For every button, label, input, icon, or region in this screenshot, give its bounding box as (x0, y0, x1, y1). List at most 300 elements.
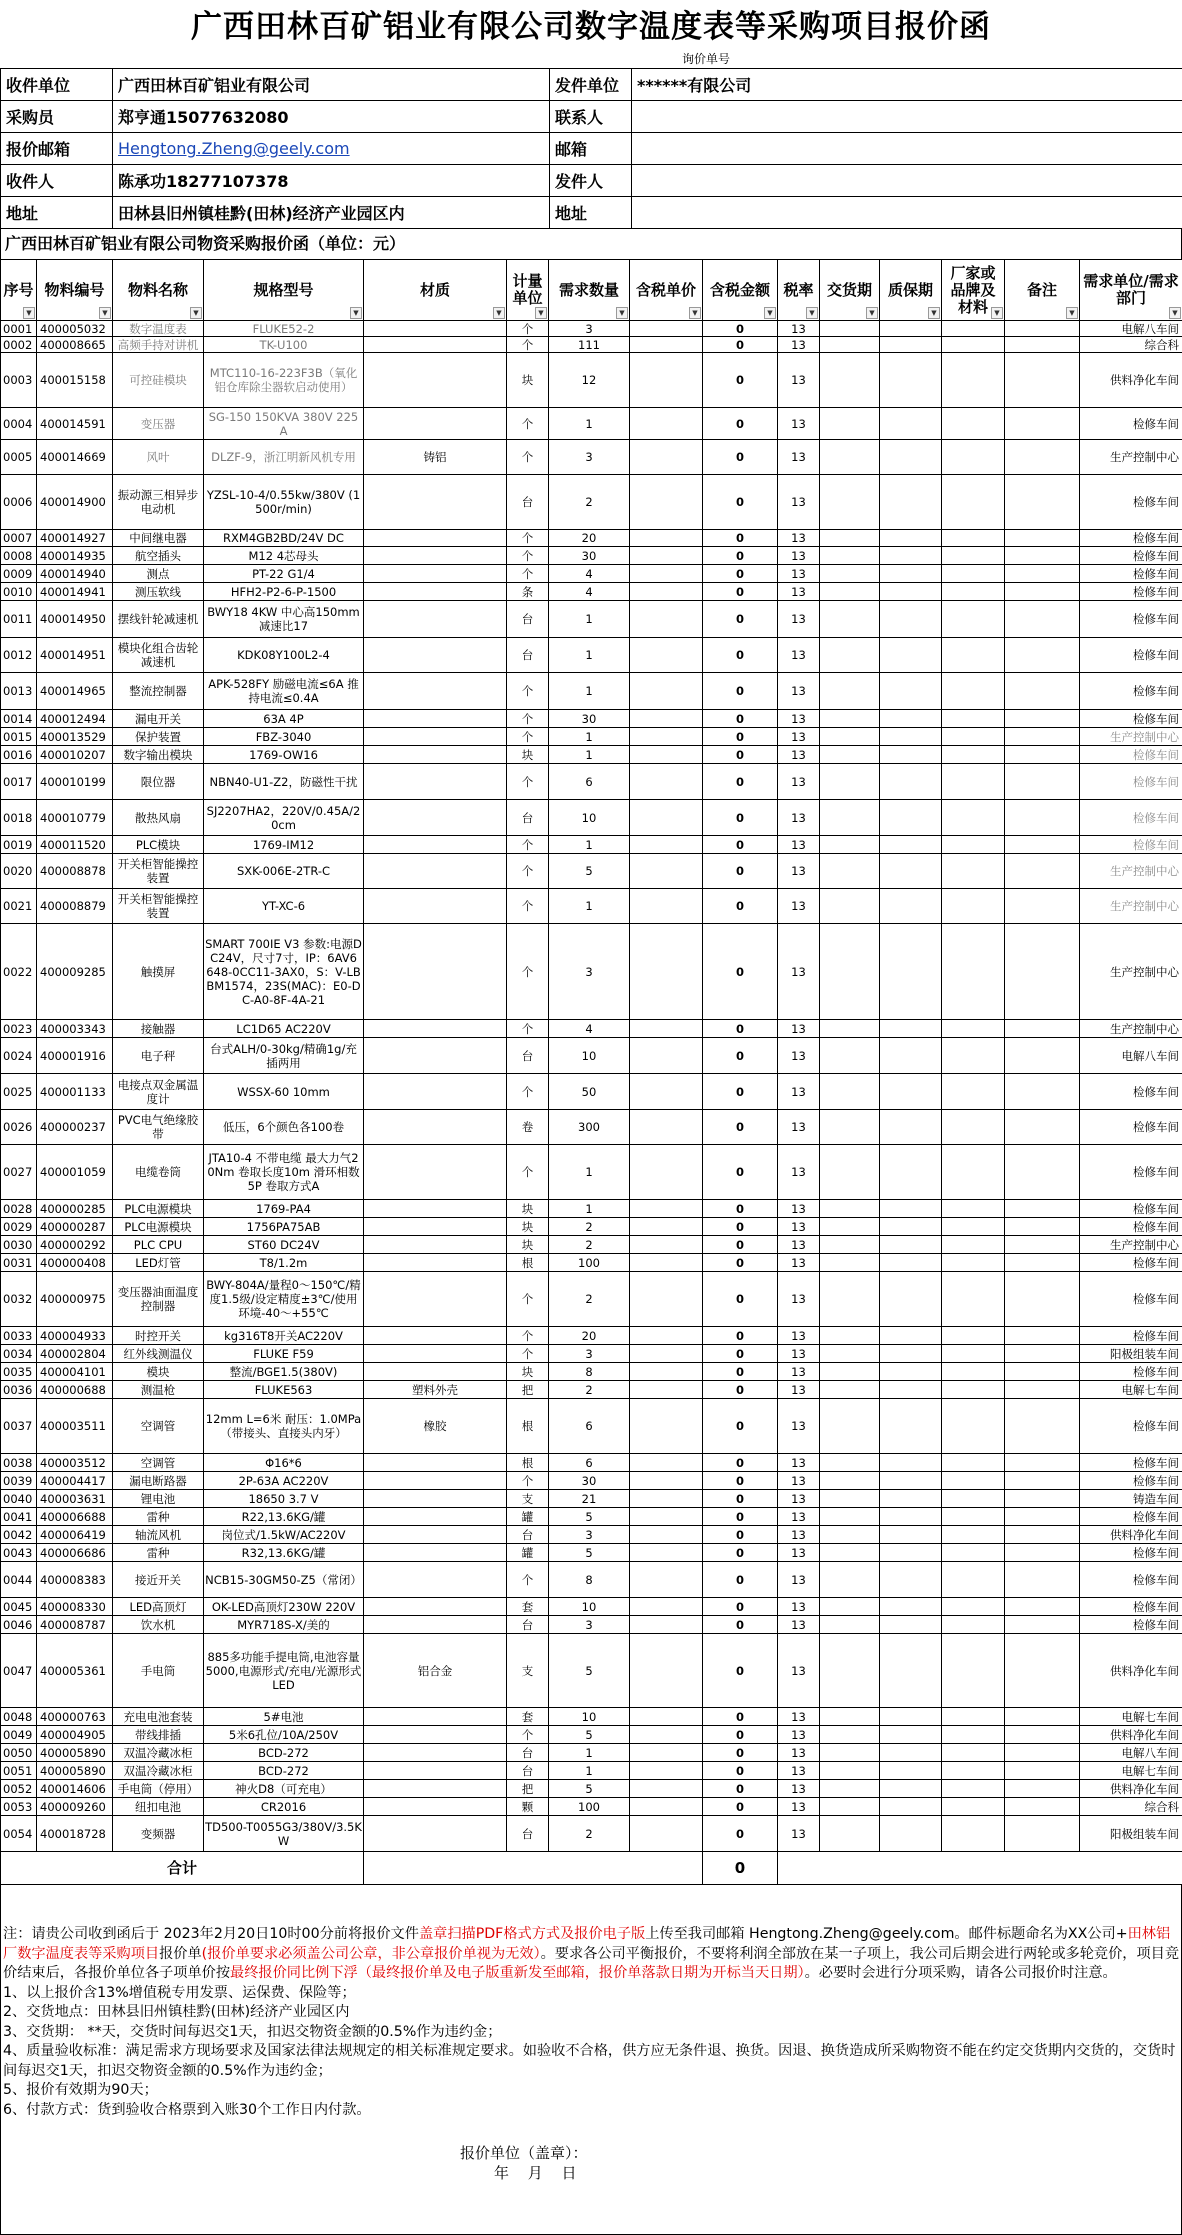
row-unit-price[interactable] (630, 889, 703, 924)
row-brand[interactable] (942, 1038, 1005, 1074)
row-delivery[interactable] (820, 1074, 880, 1110)
row-remark[interactable] (1005, 728, 1080, 746)
row-brand[interactable] (942, 583, 1005, 601)
row-unit-price[interactable] (630, 1399, 703, 1454)
row-delivery[interactable] (820, 1110, 880, 1145)
row-remark[interactable] (1005, 1708, 1080, 1726)
row-brand[interactable] (942, 1363, 1005, 1381)
col-header-material[interactable]: 材质 ▼ (364, 260, 507, 321)
row-unit-price[interactable] (630, 1490, 703, 1508)
row-unit-price[interactable] (630, 854, 703, 889)
mail-value[interactable] (632, 133, 1182, 165)
row-remark[interactable] (1005, 583, 1080, 601)
row-warranty[interactable] (880, 1110, 942, 1145)
row-brand[interactable] (942, 1145, 1005, 1200)
row-unit-price[interactable] (630, 1327, 703, 1345)
row-warranty[interactable] (880, 1327, 942, 1345)
row-unit-price[interactable] (630, 1254, 703, 1272)
row-delivery[interactable] (820, 889, 880, 924)
row-unit-price[interactable] (630, 1762, 703, 1780)
row-brand[interactable] (942, 1762, 1005, 1780)
row-delivery[interactable] (820, 565, 880, 583)
row-delivery[interactable] (820, 1381, 880, 1399)
col-header-remark[interactable]: 备注 ▼ (1005, 260, 1080, 321)
row-warranty[interactable] (880, 1544, 942, 1562)
row-unit-price[interactable] (630, 1074, 703, 1110)
row-delivery[interactable] (820, 1780, 880, 1798)
row-delivery[interactable] (820, 1472, 880, 1490)
row-warranty[interactable] (880, 1816, 942, 1852)
row-brand[interactable] (942, 1272, 1005, 1327)
row-brand[interactable] (942, 1381, 1005, 1399)
row-unit-price[interactable] (630, 1345, 703, 1363)
row-remark[interactable] (1005, 746, 1080, 764)
row-warranty[interactable] (880, 728, 942, 746)
row-unit-price[interactable] (630, 673, 703, 710)
row-warranty[interactable] (880, 440, 942, 475)
col-header-brand[interactable]: 厂家或品牌及材料 ▼ (942, 260, 1005, 321)
row-delivery[interactable] (820, 1762, 880, 1780)
row-warranty[interactable] (880, 337, 942, 353)
row-brand[interactable] (942, 440, 1005, 475)
row-unit-price[interactable] (630, 710, 703, 728)
row-remark[interactable] (1005, 1780, 1080, 1798)
row-unit-price[interactable] (630, 1744, 703, 1762)
row-delivery[interactable] (820, 1145, 880, 1200)
row-unit-price[interactable] (630, 800, 703, 836)
row-remark[interactable] (1005, 1508, 1080, 1526)
row-warranty[interactable] (880, 1598, 942, 1616)
row-brand[interactable] (942, 1254, 1005, 1272)
row-remark[interactable] (1005, 1598, 1080, 1616)
row-delivery[interactable] (820, 583, 880, 601)
filter-dropdown-icon[interactable]: ▼ (23, 307, 35, 319)
row-warranty[interactable] (880, 565, 942, 583)
row-delivery[interactable] (820, 1544, 880, 1562)
row-unit-price[interactable] (630, 1145, 703, 1200)
row-delivery[interactable] (820, 1798, 880, 1816)
row-warranty[interactable] (880, 583, 942, 601)
row-remark[interactable] (1005, 1816, 1080, 1852)
row-remark[interactable] (1005, 1200, 1080, 1218)
quote-mail-link[interactable]: Hengtong.Zheng@geely.com (113, 133, 550, 165)
row-warranty[interactable] (880, 710, 942, 728)
row-unit-price[interactable] (630, 530, 703, 547)
row-remark[interactable] (1005, 1218, 1080, 1236)
row-brand[interactable] (942, 800, 1005, 836)
row-brand[interactable] (942, 924, 1005, 1020)
row-warranty[interactable] (880, 836, 942, 854)
row-brand[interactable] (942, 1110, 1005, 1145)
row-delivery[interactable] (820, 601, 880, 638)
row-delivery[interactable] (820, 1634, 880, 1708)
row-delivery[interactable] (820, 1562, 880, 1598)
row-delivery[interactable] (820, 836, 880, 854)
row-warranty[interactable] (880, 1526, 942, 1544)
row-warranty[interactable] (880, 924, 942, 1020)
row-unit-price[interactable] (630, 1708, 703, 1726)
row-warranty[interactable] (880, 1236, 942, 1254)
col-header-spec[interactable]: 规格型号 ▼ (204, 260, 364, 321)
row-warranty[interactable] (880, 1145, 942, 1200)
sender-value[interactable] (632, 165, 1182, 197)
row-brand[interactable] (942, 1780, 1005, 1798)
row-warranty[interactable] (880, 1726, 942, 1744)
row-unit-price[interactable] (630, 475, 703, 530)
row-delivery[interactable] (820, 746, 880, 764)
row-warranty[interactable] (880, 530, 942, 547)
row-warranty[interactable] (880, 1780, 942, 1798)
filter-dropdown-icon[interactable]: ▼ (764, 307, 776, 319)
row-delivery[interactable] (820, 1038, 880, 1074)
row-remark[interactable] (1005, 547, 1080, 565)
row-unit-price[interactable] (630, 1236, 703, 1254)
row-delivery[interactable] (820, 638, 880, 673)
row-brand[interactable] (942, 1544, 1005, 1562)
row-warranty[interactable] (880, 673, 942, 710)
row-unit-price[interactable] (630, 1798, 703, 1816)
row-remark[interactable] (1005, 353, 1080, 408)
row-delivery[interactable] (820, 1816, 880, 1852)
row-warranty[interactable] (880, 1363, 942, 1381)
row-unit-price[interactable] (630, 353, 703, 408)
row-remark[interactable] (1005, 1634, 1080, 1708)
row-remark[interactable] (1005, 1145, 1080, 1200)
row-remark[interactable] (1005, 440, 1080, 475)
row-brand[interactable] (942, 889, 1005, 924)
row-brand[interactable] (942, 1508, 1005, 1526)
row-remark[interactable] (1005, 1616, 1080, 1634)
row-brand[interactable] (942, 1020, 1005, 1038)
row-warranty[interactable] (880, 1744, 942, 1762)
col-header-delivery[interactable]: 交货期 ▼ (820, 260, 880, 321)
row-remark[interactable] (1005, 1798, 1080, 1816)
row-remark[interactable] (1005, 475, 1080, 530)
row-remark[interactable] (1005, 1345, 1080, 1363)
row-delivery[interactable] (820, 764, 880, 800)
row-remark[interactable] (1005, 601, 1080, 638)
filter-dropdown-icon[interactable]: ▼ (689, 307, 701, 319)
row-warranty[interactable] (880, 638, 942, 673)
filter-dropdown-icon[interactable]: ▼ (928, 307, 940, 319)
row-unit-price[interactable] (630, 408, 703, 440)
row-remark[interactable] (1005, 836, 1080, 854)
row-unit-price[interactable] (630, 1381, 703, 1399)
contact-value[interactable] (632, 101, 1182, 133)
row-unit-price[interactable] (630, 1272, 703, 1327)
row-unit-price[interactable] (630, 440, 703, 475)
row-brand[interactable] (942, 1490, 1005, 1508)
filter-dropdown-icon[interactable]: ▼ (616, 307, 628, 319)
row-warranty[interactable] (880, 1399, 942, 1454)
row-brand[interactable] (942, 1798, 1005, 1816)
row-delivery[interactable] (820, 1598, 880, 1616)
row-delivery[interactable] (820, 1254, 880, 1272)
row-unit-price[interactable] (630, 1544, 703, 1562)
row-brand[interactable] (942, 1345, 1005, 1363)
row-remark[interactable] (1005, 1762, 1080, 1780)
row-delivery[interactable] (820, 1744, 880, 1762)
row-brand[interactable] (942, 854, 1005, 889)
row-unit-price[interactable] (630, 547, 703, 565)
row-unit-price[interactable] (630, 1562, 703, 1598)
row-unit-price[interactable] (630, 1634, 703, 1708)
row-delivery[interactable] (820, 530, 880, 547)
row-brand[interactable] (942, 1726, 1005, 1744)
row-unit-price[interactable] (630, 1454, 703, 1472)
col-header-code[interactable]: 物料编号 ▼ (37, 260, 113, 321)
row-brand[interactable] (942, 673, 1005, 710)
row-brand[interactable] (942, 1634, 1005, 1708)
col-header-warranty[interactable]: 质保期 ▼ (880, 260, 942, 321)
row-warranty[interactable] (880, 1345, 942, 1363)
col-header-qty[interactable]: 需求数量 ▼ (549, 260, 630, 321)
col-header-dept[interactable]: 需求单位/需求部门 ▼ (1080, 260, 1182, 321)
row-remark[interactable] (1005, 889, 1080, 924)
row-remark[interactable] (1005, 321, 1080, 337)
row-remark[interactable] (1005, 1110, 1080, 1145)
row-brand[interactable] (942, 1074, 1005, 1110)
row-remark[interactable] (1005, 1254, 1080, 1272)
row-remark[interactable] (1005, 1381, 1080, 1399)
col-header-unit-price[interactable]: 含税单价 ▼ (630, 260, 703, 321)
row-brand[interactable] (942, 601, 1005, 638)
row-remark[interactable] (1005, 1526, 1080, 1544)
filter-dropdown-icon[interactable]: ▼ (493, 307, 505, 319)
row-remark[interactable] (1005, 1472, 1080, 1490)
row-unit-price[interactable] (630, 337, 703, 353)
filter-dropdown-icon[interactable]: ▼ (350, 307, 362, 319)
row-warranty[interactable] (880, 1020, 942, 1038)
filter-dropdown-icon[interactable]: ▼ (190, 307, 202, 319)
row-brand[interactable] (942, 1616, 1005, 1634)
row-warranty[interactable] (880, 1218, 942, 1236)
row-brand[interactable] (942, 1236, 1005, 1254)
row-warranty[interactable] (880, 1490, 942, 1508)
row-warranty[interactable] (880, 1272, 942, 1327)
filter-dropdown-icon[interactable]: ▼ (99, 307, 111, 319)
row-brand[interactable] (942, 1598, 1005, 1616)
row-unit-price[interactable] (630, 764, 703, 800)
row-remark[interactable] (1005, 565, 1080, 583)
row-remark[interactable] (1005, 1490, 1080, 1508)
row-unit-price[interactable] (630, 1200, 703, 1218)
row-warranty[interactable] (880, 854, 942, 889)
row-delivery[interactable] (820, 1708, 880, 1726)
row-brand[interactable] (942, 530, 1005, 547)
col-header-name[interactable]: 物料名称 ▼ (113, 260, 204, 321)
row-brand[interactable] (942, 547, 1005, 565)
row-delivery[interactable] (820, 673, 880, 710)
row-remark[interactable] (1005, 1544, 1080, 1562)
row-warranty[interactable] (880, 800, 942, 836)
row-warranty[interactable] (880, 1254, 942, 1272)
row-warranty[interactable] (880, 1381, 942, 1399)
row-remark[interactable] (1005, 1562, 1080, 1598)
row-brand[interactable] (942, 337, 1005, 353)
row-warranty[interactable] (880, 1038, 942, 1074)
row-delivery[interactable] (820, 475, 880, 530)
filter-dropdown-icon[interactable]: ▼ (991, 307, 1003, 319)
row-delivery[interactable] (820, 1218, 880, 1236)
row-delivery[interactable] (820, 440, 880, 475)
row-delivery[interactable] (820, 1236, 880, 1254)
row-remark[interactable] (1005, 800, 1080, 836)
row-delivery[interactable] (820, 1490, 880, 1508)
row-remark[interactable] (1005, 530, 1080, 547)
row-warranty[interactable] (880, 1454, 942, 1472)
row-delivery[interactable] (820, 710, 880, 728)
row-unit-price[interactable] (630, 836, 703, 854)
row-unit-price[interactable] (630, 1598, 703, 1616)
row-delivery[interactable] (820, 854, 880, 889)
row-brand[interactable] (942, 1399, 1005, 1454)
row-delivery[interactable] (820, 1272, 880, 1327)
addr2-value[interactable] (632, 197, 1182, 229)
filter-dropdown-icon[interactable]: ▼ (535, 307, 547, 319)
row-remark[interactable] (1005, 1327, 1080, 1345)
col-header-unit[interactable]: 计量单位 ▼ (507, 260, 549, 321)
row-brand[interactable] (942, 408, 1005, 440)
row-remark[interactable] (1005, 1038, 1080, 1074)
row-delivery[interactable] (820, 1726, 880, 1744)
row-unit-price[interactable] (630, 1616, 703, 1634)
row-unit-price[interactable] (630, 1508, 703, 1526)
row-brand[interactable] (942, 1816, 1005, 1852)
row-unit-price[interactable] (630, 1020, 703, 1038)
row-brand[interactable] (942, 353, 1005, 408)
row-warranty[interactable] (880, 321, 942, 337)
row-delivery[interactable] (820, 1526, 880, 1544)
row-brand[interactable] (942, 321, 1005, 337)
row-delivery[interactable] (820, 353, 880, 408)
row-brand[interactable] (942, 1454, 1005, 1472)
row-brand[interactable] (942, 1327, 1005, 1345)
row-unit-price[interactable] (630, 1816, 703, 1852)
row-remark[interactable] (1005, 337, 1080, 353)
row-delivery[interactable] (820, 1399, 880, 1454)
row-delivery[interactable] (820, 1363, 880, 1381)
row-warranty[interactable] (880, 1708, 942, 1726)
row-remark[interactable] (1005, 1726, 1080, 1744)
row-warranty[interactable] (880, 1634, 942, 1708)
row-delivery[interactable] (820, 337, 880, 353)
row-unit-price[interactable] (630, 1218, 703, 1236)
row-remark[interactable] (1005, 673, 1080, 710)
row-unit-price[interactable] (630, 728, 703, 746)
row-remark[interactable] (1005, 924, 1080, 1020)
row-warranty[interactable] (880, 1472, 942, 1490)
row-brand[interactable] (942, 1744, 1005, 1762)
row-unit-price[interactable] (630, 638, 703, 673)
row-warranty[interactable] (880, 1074, 942, 1110)
row-remark[interactable] (1005, 1272, 1080, 1327)
filter-dropdown-icon[interactable]: ▼ (1066, 307, 1078, 319)
row-remark[interactable] (1005, 1363, 1080, 1381)
row-delivery[interactable] (820, 321, 880, 337)
row-unit-price[interactable] (630, 321, 703, 337)
row-remark[interactable] (1005, 638, 1080, 673)
row-unit-price[interactable] (630, 583, 703, 601)
row-brand[interactable] (942, 764, 1005, 800)
row-delivery[interactable] (820, 800, 880, 836)
row-remark[interactable] (1005, 710, 1080, 728)
row-warranty[interactable] (880, 1508, 942, 1526)
row-brand[interactable] (942, 1472, 1005, 1490)
row-remark[interactable] (1005, 408, 1080, 440)
row-brand[interactable] (942, 1218, 1005, 1236)
row-warranty[interactable] (880, 601, 942, 638)
row-warranty[interactable] (880, 889, 942, 924)
row-unit-price[interactable] (630, 601, 703, 638)
col-header-seq[interactable]: 序号 ▼ (1, 260, 37, 321)
filter-dropdown-icon[interactable]: ▼ (866, 307, 878, 319)
row-warranty[interactable] (880, 1200, 942, 1218)
row-delivery[interactable] (820, 728, 880, 746)
row-delivery[interactable] (820, 1200, 880, 1218)
row-unit-price[interactable] (630, 1472, 703, 1490)
row-warranty[interactable] (880, 1562, 942, 1598)
row-brand[interactable] (942, 638, 1005, 673)
row-unit-price[interactable] (630, 565, 703, 583)
row-brand[interactable] (942, 1200, 1005, 1218)
row-delivery[interactable] (820, 408, 880, 440)
row-delivery[interactable] (820, 1345, 880, 1363)
row-unit-price[interactable] (630, 924, 703, 1020)
col-header-tax-rate[interactable]: 税率 ▼ (778, 260, 820, 321)
row-brand[interactable] (942, 1708, 1005, 1726)
row-remark[interactable] (1005, 1020, 1080, 1038)
row-brand[interactable] (942, 836, 1005, 854)
row-remark[interactable] (1005, 1454, 1080, 1472)
col-header-amount[interactable]: 含税金额 ▼ (703, 260, 778, 321)
row-warranty[interactable] (880, 408, 942, 440)
row-brand[interactable] (942, 710, 1005, 728)
row-warranty[interactable] (880, 1798, 942, 1816)
row-brand[interactable] (942, 728, 1005, 746)
row-delivery[interactable] (820, 1020, 880, 1038)
row-unit-price[interactable] (630, 746, 703, 764)
row-unit-price[interactable] (630, 1726, 703, 1744)
row-unit-price[interactable] (630, 1526, 703, 1544)
row-remark[interactable] (1005, 854, 1080, 889)
row-unit-price[interactable] (630, 1110, 703, 1145)
row-warranty[interactable] (880, 764, 942, 800)
row-remark[interactable] (1005, 1744, 1080, 1762)
row-delivery[interactable] (820, 1508, 880, 1526)
row-brand[interactable] (942, 746, 1005, 764)
row-brand[interactable] (942, 565, 1005, 583)
filter-dropdown-icon[interactable]: ▼ (806, 307, 818, 319)
row-delivery[interactable] (820, 1454, 880, 1472)
row-unit-price[interactable] (630, 1038, 703, 1074)
row-brand[interactable] (942, 475, 1005, 530)
row-remark[interactable] (1005, 1074, 1080, 1110)
row-unit-price[interactable] (630, 1780, 703, 1798)
row-delivery[interactable] (820, 1616, 880, 1634)
row-unit-price[interactable] (630, 1363, 703, 1381)
row-warranty[interactable] (880, 1762, 942, 1780)
row-brand[interactable] (942, 1526, 1005, 1544)
row-warranty[interactable] (880, 746, 942, 764)
row-delivery[interactable] (820, 547, 880, 565)
row-warranty[interactable] (880, 1616, 942, 1634)
row-remark[interactable] (1005, 1236, 1080, 1254)
row-brand[interactable] (942, 1562, 1005, 1598)
row-remark[interactable] (1005, 764, 1080, 800)
filter-dropdown-icon[interactable]: ▼ (1169, 307, 1181, 319)
row-remark[interactable] (1005, 1399, 1080, 1454)
